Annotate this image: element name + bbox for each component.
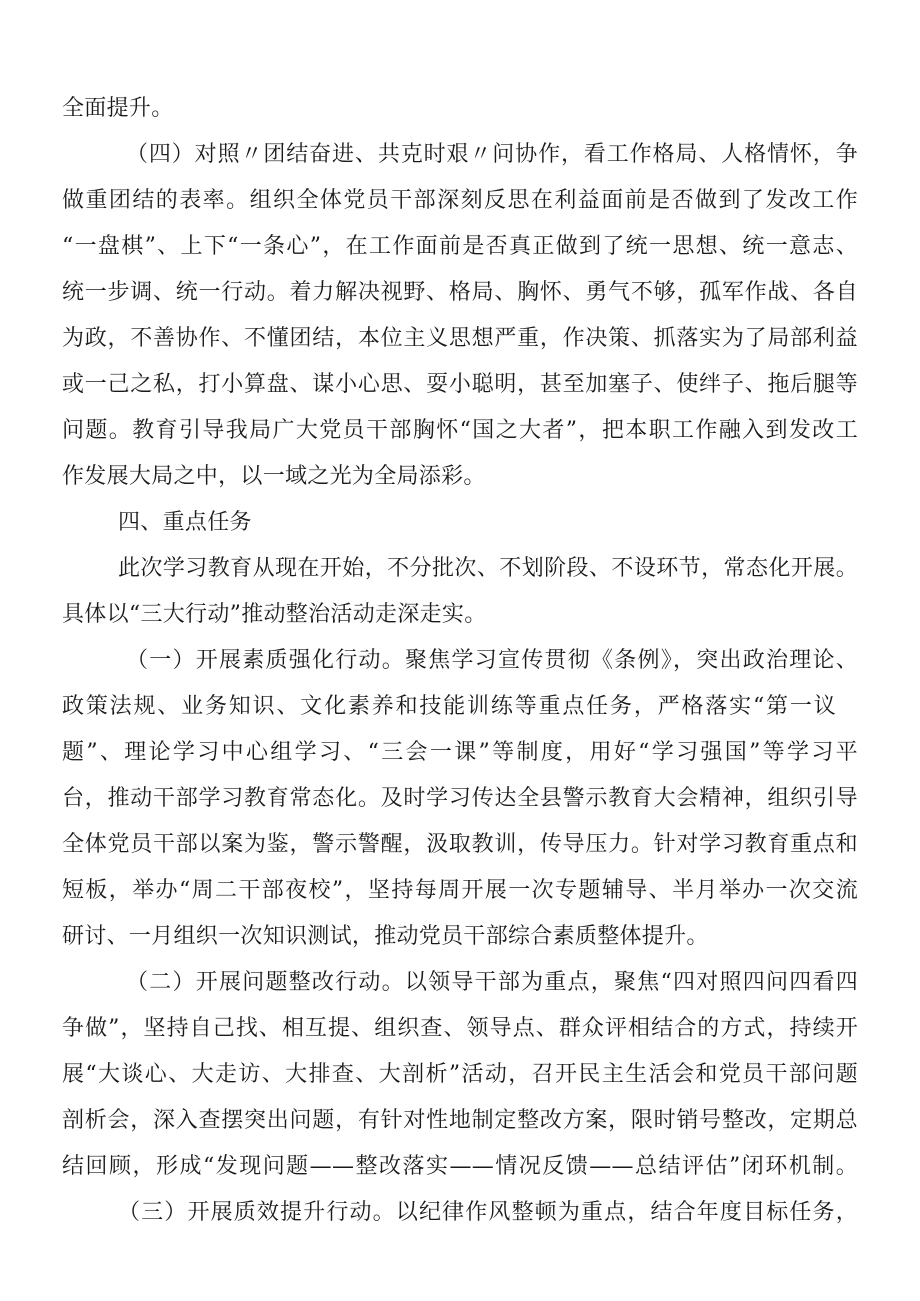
text-line-3: 做重团结的表率。组织全体党员干部深刻反思在利益面前是否做到了发改工作 xyxy=(62,188,858,213)
text-line-4: “一盘棋”、上下“一条心”，在工作面前是否真正做到了统一思想、统一意志、 xyxy=(62,234,858,259)
text-line-9: 作发展大局之中，以一域之光为全局添彩。 xyxy=(62,464,486,489)
text-line-5: 统一步调、统一行动。着力解决视野、格局、胸怀、勇气不够，孤军作战、各自 xyxy=(62,280,858,305)
text-line-20: （二）开展问题整改行动。以领导干部为重点，聚焦“四对照四问四看四 xyxy=(126,970,858,995)
text-line-25: （三）开展质效提升行动。以纪律作风整顿为重点，结合年度目标任务， xyxy=(118,1200,858,1225)
text-line-15: 题”、理论学习中心组学习、“三会一课”等制度，用好“学习强国”等学习平 xyxy=(62,740,858,765)
text-line-23: 剖析会，深入查摆突出问题，有针对性地制定整改方案，限时销号整改，定期总 xyxy=(62,1108,858,1133)
text-line-22: 展“大谈心、大走访、大排查、大剖析”活动，召开民主生活会和党员干部问题 xyxy=(62,1062,858,1087)
text-line-18: 短板，举办“周二干部夜校”，坚持每周开展一次专题辅导、半月举办一次交流 xyxy=(62,878,858,903)
text-line-21: 争做”，坚持自己找、相互提、组织查、领导点、群众评相结合的方式，持续开 xyxy=(62,1016,858,1041)
text-line-7: 或一己之私，打小算盘、谋小心思、耍小聪明，甚至加塞子、使绊子、拖后腿等 xyxy=(62,372,858,397)
text-line-11: 此次学习教育从现在开始，不分批次、不划阶段、不设环节，常态化开展。 xyxy=(118,556,858,581)
text-line-2: （四）对照〃团结奋进、共克时艰〃问协作，看工作格局、人格情怀，争 xyxy=(126,142,858,167)
section-heading: 四、重点任务 xyxy=(118,510,252,535)
text-line-12: 具体以“三大行动”推动整治活动走深走实。 xyxy=(62,602,487,627)
text-line-8: 问题。教育引导我局广大党员干部胸怀“国之大者”，把本职工作融入到发改工 xyxy=(62,418,858,443)
text-line-13: （一）开展素质强化行动。聚焦学习宣传贯彻《条例》，突出政治理论、 xyxy=(126,648,858,673)
text-line-24: 结回顾，形成“发现问题——整改落实——情况反馈——总结评估”闭环机制。 xyxy=(62,1154,858,1179)
text-line-16: 台，推动干部学习教育常态化。及时学习传达全县警示教育大会精神，组织引导 xyxy=(62,786,858,811)
text-line-19: 研讨、一月组织一次知识测试，推动党员干部综合素质整体提升。 xyxy=(62,924,709,949)
text-line-17: 全体党员干部以案为鉴，警示警醒，汲取教训，传导压力。针对学习教育重点和 xyxy=(62,832,858,857)
text-line-14: 政策法规、业务知识、文化素养和技能训练等重点任务，严格落实“第一议 xyxy=(62,694,836,719)
text-line-6: 为政，不善协作、不懂团结，本位主义思想严重，作决策、抓落实为了局部利益 xyxy=(62,326,858,351)
text-line-1: 全面提升。 xyxy=(62,96,174,121)
